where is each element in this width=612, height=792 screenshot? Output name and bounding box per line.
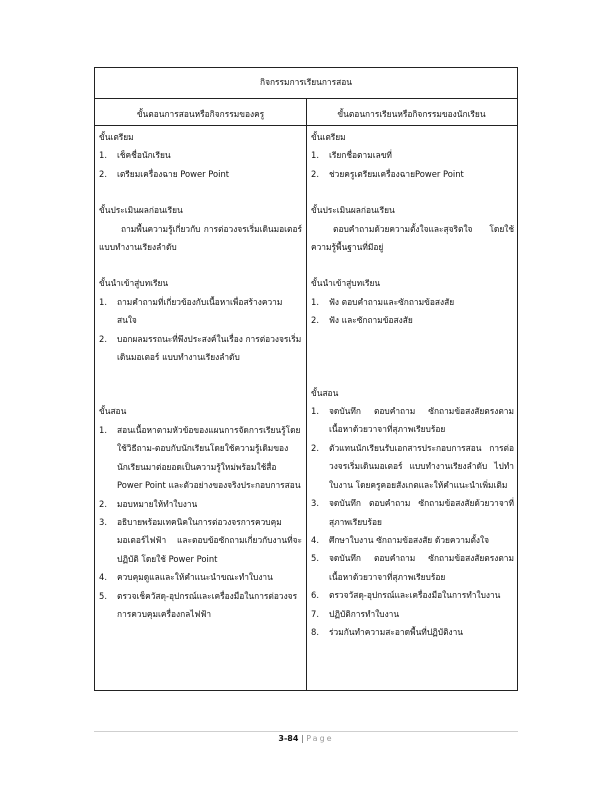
item-number: 2. [311,315,319,326]
teacher-pretest-text: ถามพื้นความรู้เกี่ยวกับ การต่อวงจรเริ่มเดินมอเตอร์ แบบทำงานเรียงลำดับ [99,223,302,253]
item-text: ศึกษาใบงาน ซักถามข้อสงสัย ด้วยความตั้งใจ [329,534,489,545]
student-intro-list [311,293,514,330]
item-text: มอบหมายให้ทำใบงาน [117,498,198,509]
item-number: 3. [99,516,107,527]
list-item [99,293,302,330]
page-label: Page [306,734,334,743]
student-column [307,126,518,690]
item-number: 2. [311,168,319,179]
item-text: ร่วมกันทำความสะอาดพื้นที่ปฏิบัติงาน [329,626,464,637]
item-text: ควบคุมดูแลและให้คำแนะนำขณะทำใบงาน [117,572,273,583]
item-number: 2. [99,168,107,179]
item-text: ฟัง ตอบคำถามและซักถามข้อสงสัย [329,296,455,307]
item-number: 8. [311,626,319,637]
item-number: 5. [99,590,107,601]
list-item [311,605,514,623]
student-pretest-title: ขั้นประเมินผลก่อนเรียน [311,205,395,216]
student-prep-list [311,146,514,183]
teacher-column-header: ขั้นตอนการสอนหรือกิจกรรมของครู [136,109,265,119]
item-text: จดบันทึก ตอบคำถาม ซักถามข้อสงสัยด้วยวาจาที่สุภาพเรียบร้อย [329,498,514,527]
item-text: เช็คชื่อนักเรียน [117,150,171,161]
item-text: ตัวแทนนักเรียนรับเอกสารประกอบการสอน การต่อวงจรเริ่มเดินมอเตอร์ แบบทำงานเรียงลำดับ ไปทำใบงาน โดยครูคอยสังเกตและให้คำแนะนำเพิ่มเติม [329,442,514,490]
item-text: จดบันทึก ตอบคำถาม ซักถามข้อสงสัยตรงตามเนื้อหาด้วยวาจาที่สุภาพเรียบร้อย [329,406,514,435]
item-text: ช่วยครูเตรียมเครื่องฉายPower Point [329,168,464,179]
list-item [311,402,514,439]
item-number: 2. [99,498,107,509]
item-number: 4. [99,572,107,583]
student-pretest-text: ตอบคำถามด้วยความตั้งใจและสุจริตใจ โดยใช้ความรู้พื้นฐานที่มีอยู่ [311,223,514,253]
item-text: ถามคำถามที่เกี่ยวข้องกับเนื้อหาเพื่อสร้างความสนใจ [117,296,283,326]
student-column-header: ขั้นตอนการเรียนหรือกิจกรรมของนักเรียน [337,109,486,119]
item-text: เรียกชื่อตามเลขที่ [329,150,392,161]
teacher-prep-list [99,146,302,183]
list-item [311,623,514,641]
item-text: บอกผลมรรถนะที่พึงประสงค์ในเรื่อง การต่อวงจรเริ่มเดินมอเตอร์ แบบทำงานเรียงลำดับ [117,333,302,363]
list-item [311,549,514,586]
list-item [311,165,514,183]
item-text: ปฏิบัติการทำใบงาน [329,608,400,619]
item-text: เตรียมเครื่องฉาย Power Point [117,168,230,179]
item-text: อธิบายพร้อมเทคนิคในการต่อวงจรการควบคุมมอเตอร์ไฟฟ้า และตอบข้อซักถามเกี่ยวกับงานที่จะปฏิบัติ โดยใช้ Power Point [117,516,302,564]
list-item [311,146,514,164]
item-number: 1. [99,424,107,435]
student-teach-title: ขั้นสอน [311,387,339,398]
student-intro-title: ขั้นนำเข้าสู่บทเรียน [311,278,381,289]
teacher-teach-title: ขั้นสอน [99,406,127,417]
list-item [311,494,514,531]
list-item [311,586,514,604]
student-teach-list [311,402,514,641]
item-number: 2. [99,333,107,344]
page-footer [94,734,518,743]
page-number: 3-84 [278,734,299,743]
list-item [311,311,514,329]
footer-separator: | [300,734,304,743]
list-item [99,568,302,586]
item-text: ตรวจเช็ควัสดุ-อุปกรณ์และเครื่องมือในการต่อวงจรการควบคุมเครื่องกลไฟฟ้า [117,590,298,619]
list-item [99,495,302,513]
item-number: 3. [311,498,319,509]
item-text: จดบันทึก ตอบคำถาม ซักถามข้อสงสัยตรงตามเนื้อหาด้วยวาจาที่สุภาพเรียบร้อย [329,553,514,582]
teacher-intro-title: ขั้นนำเข้าสู่บทเรียน [99,278,169,289]
item-number: 1. [311,150,319,161]
list-item [99,587,302,624]
item-number: 5. [311,553,319,564]
teacher-teach-list [99,421,302,623]
item-number: 4. [311,534,319,545]
item-number: 1. [99,296,107,307]
teacher-prep-title: ขั้นเตรียม [99,132,134,142]
list-item [99,165,302,183]
table-title: กิจกรรมการเรียนการสอน [95,68,517,99]
item-number: 1. [311,296,319,307]
item-number: 2. [311,442,319,453]
item-number: 7. [311,608,319,619]
list-item [311,293,514,311]
item-number: 1. [99,150,107,161]
item-text: สอนเนื้อหาตามหัวข้อของแผนการจัดการเรียนรู้โดยใช้วิธีถาม-ตอบกับนักเรียนโดยใช้ความรู้เดิมของนักเรียนมาต่อยอดเป็นความรู้ใหม่พร้อมใช้สื่อ Power Point และตัวอย่างของจริงประกอบการสอน [117,424,301,491]
list-item [99,421,302,495]
item-number: 6. [311,590,319,601]
list-item [311,439,514,494]
item-text: ตรวจวัสดุ-อุปกรณ์และเครื่องมือในการทำใบงาน [329,590,501,601]
student-prep-title: ขั้นเตรียม [311,132,346,142]
item-text: ฟัง และซักถามข้อสงสัย [329,315,413,326]
list-item [99,330,302,367]
teacher-intro-list [99,293,302,367]
lesson-activities-table [94,67,518,691]
teacher-pretest-title: ขั้นประเมินผลก่อนเรียน [99,205,183,216]
teacher-column [95,126,306,690]
item-number: 1. [311,406,319,417]
list-item [311,531,514,549]
list-item [99,513,302,568]
list-item [99,146,302,164]
footer-divider [94,731,518,732]
